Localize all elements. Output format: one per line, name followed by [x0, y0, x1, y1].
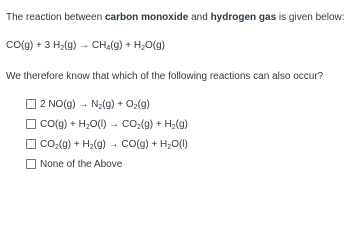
formula-text: O(l) → CO — [89, 118, 137, 130]
formula-text: (g) → CH — [64, 40, 107, 51]
option-label — [40, 138, 188, 151]
formula-text: O(g) — [144, 40, 165, 51]
intro-text-3: is given below: — [276, 12, 345, 23]
formula-text: None of the Above — [40, 158, 123, 170]
formula-text: (g) + O — [102, 98, 134, 110]
option-label — [40, 158, 122, 171]
formula-text: CO(g) + H — [40, 118, 86, 130]
answer-option-2[interactable] — [26, 117, 326, 131]
formula-text: (g) + H — [58, 138, 90, 150]
subscript: 2 — [55, 143, 59, 151]
subscript: 2 — [60, 45, 65, 52]
option-label — [40, 98, 150, 111]
question-intro — [6, 11, 345, 24]
subscript: 2 — [136, 123, 141, 131]
answer-option-3[interactable] — [26, 137, 326, 151]
option-label — [40, 118, 188, 131]
subscript: 2 — [98, 103, 103, 111]
subscript: 2 — [141, 45, 145, 52]
question-prompt: We therefore know that which of the following reactions can also occur? — [6, 71, 324, 82]
formula-text: → N — [78, 98, 99, 110]
answer-options — [26, 97, 326, 177]
intro-bold-2: hydrogen gas — [210, 12, 277, 23]
subscript: 4 — [106, 45, 111, 52]
intro-bold-1: carbon monoxide — [104, 12, 189, 23]
formula-text: (g) — [137, 98, 150, 110]
formula-text: O(l) — [171, 138, 188, 150]
answer-option-4[interactable] — [26, 157, 326, 171]
answer-option-1[interactable] — [26, 97, 326, 111]
formula-text: 2 NO(g) — [40, 98, 79, 110]
intro-text-2: and — [188, 12, 211, 23]
intro-text-1: The reaction between — [6, 12, 105, 23]
subscript: 2 — [171, 123, 176, 131]
checkbox[interactable] — [26, 99, 36, 109]
formula-text: (g) → CO(g) + H — [93, 138, 168, 150]
subscript: 2 — [167, 143, 172, 151]
checkbox[interactable] — [26, 159, 36, 169]
formula-text: CO — [40, 138, 55, 150]
formula-text: (g) + H — [140, 118, 172, 130]
subscript: 2 — [133, 103, 138, 111]
main-equation — [6, 39, 165, 52]
checkbox[interactable] — [26, 119, 36, 129]
subscript: 2 — [89, 143, 94, 151]
checkbox[interactable] — [26, 139, 36, 149]
formula-text: (g) + H — [110, 40, 142, 51]
formula-text: CO(g) + 3 H — [6, 40, 61, 51]
subscript: 2 — [85, 123, 90, 131]
formula-text: (g) — [175, 118, 188, 130]
